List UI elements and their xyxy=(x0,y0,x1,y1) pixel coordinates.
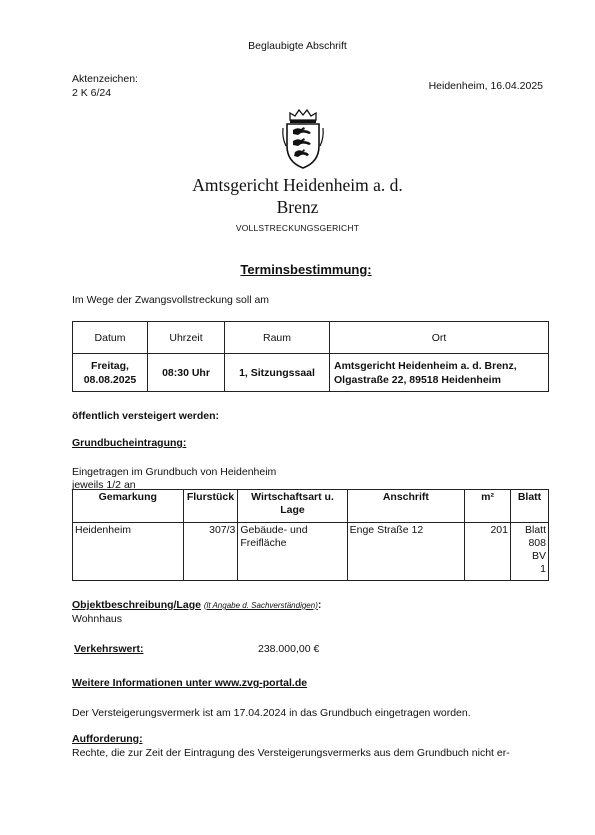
object-heading-label: Objektbeschreibung/Lage xyxy=(72,599,201,611)
object-description-heading xyxy=(72,599,321,611)
cell-raum: 1, Sitzungssaal xyxy=(225,354,330,392)
registered-line2: jeweils 1/2 an xyxy=(72,479,136,491)
request-heading: Aufforderung: xyxy=(72,733,143,745)
court-name-line1: Amtsgericht Heidenheim a. d. xyxy=(192,175,403,195)
file-number-label: Aktenzeichen: xyxy=(72,73,138,85)
registered-line1: Eingetragen im Grundbuch von Heidenheim xyxy=(72,466,277,478)
table-row xyxy=(73,523,549,581)
court-name-line2: Brenz xyxy=(276,197,319,217)
land-register-heading: Grundbucheintragung: xyxy=(72,437,187,449)
header-m2: m² xyxy=(465,490,511,523)
court-name xyxy=(0,174,595,218)
file-number: 2 K 6/24 xyxy=(72,87,112,99)
object-heading-note: (lt Angabe d. Sachverständigen) xyxy=(203,601,318,610)
header-uhrzeit: Uhrzeit xyxy=(148,322,225,354)
object-heading-colon: : xyxy=(317,599,322,611)
auction-statement: öffentlich versteigert werden: xyxy=(72,410,220,422)
cell-datum-date: 08.08.2025 xyxy=(83,373,137,386)
header-datum: Datum xyxy=(73,322,148,354)
rights-text: Rechte, die zur Zeit der Eintragung des Versteigerungsvermerks aus dem Grundbuch nicht er- xyxy=(72,747,510,759)
table-header-row xyxy=(73,490,549,523)
table-header-row xyxy=(73,322,549,354)
crest-icon xyxy=(281,108,325,170)
header-blatt: Blatt xyxy=(510,490,548,523)
court-department: VOLLSTRECKUNGSGERICHT xyxy=(235,223,360,233)
header-raum: Raum xyxy=(225,322,330,354)
cell-uhrzeit: 08:30 Uhr xyxy=(148,354,225,392)
market-value-label: Verkehrswert: xyxy=(74,643,144,655)
certified-copy-label: Beglaubigte Abschrift xyxy=(248,40,347,52)
header-anschrift: Anschrift xyxy=(347,490,465,523)
cell-anschrift: Enge Straße 12 xyxy=(347,523,465,581)
appointment-table xyxy=(72,321,549,392)
cell-blatt: Blatt 808 BV 1 xyxy=(510,523,548,581)
more-info-link[interactable]: Weitere Informationen unter www.zvg-portal.de xyxy=(72,677,308,689)
cell-flurstueck: 307/3 xyxy=(183,523,238,581)
intro-text: Im Wege der Zwangsvollstreckung soll am xyxy=(72,294,270,306)
cell-ort-line1: Amtsgericht Heidenheim a. d. Brenz, xyxy=(334,359,517,372)
cell-ort-line2: Olgastraße 22, 89518 Heidenheim xyxy=(334,373,501,386)
cell-gemarkung: Heidenheim xyxy=(73,523,184,581)
header-flurstueck: Flurstück xyxy=(183,490,238,523)
document-title: Terminsbestimmung: xyxy=(240,262,372,277)
file-number-block xyxy=(72,72,138,100)
cell-datum-weekday: Freitag, xyxy=(91,359,129,372)
market-value: 238.000,00 € xyxy=(258,643,320,655)
auction-note-text: Der Versteigerungsvermerk ist am 17.04.2024 in das Grundbuch eingetragen worden. xyxy=(72,707,471,719)
header-wirtschaftsart: Wirtschaftsart u. Lage xyxy=(238,490,347,523)
table-row xyxy=(73,354,549,392)
cell-ort xyxy=(330,354,549,392)
header-gemarkung: Gemarkung xyxy=(73,490,184,523)
object-description: Wohnhaus xyxy=(72,613,123,625)
cell-datum xyxy=(73,354,148,392)
land-register-table xyxy=(72,489,549,581)
cell-m2: 201 xyxy=(465,523,511,581)
cell-wirtschaftsart: Gebäude- und Freifläche xyxy=(238,523,347,581)
place-date: Heidenheim, 16.04.2025 xyxy=(428,80,543,92)
header-ort: Ort xyxy=(330,322,549,354)
